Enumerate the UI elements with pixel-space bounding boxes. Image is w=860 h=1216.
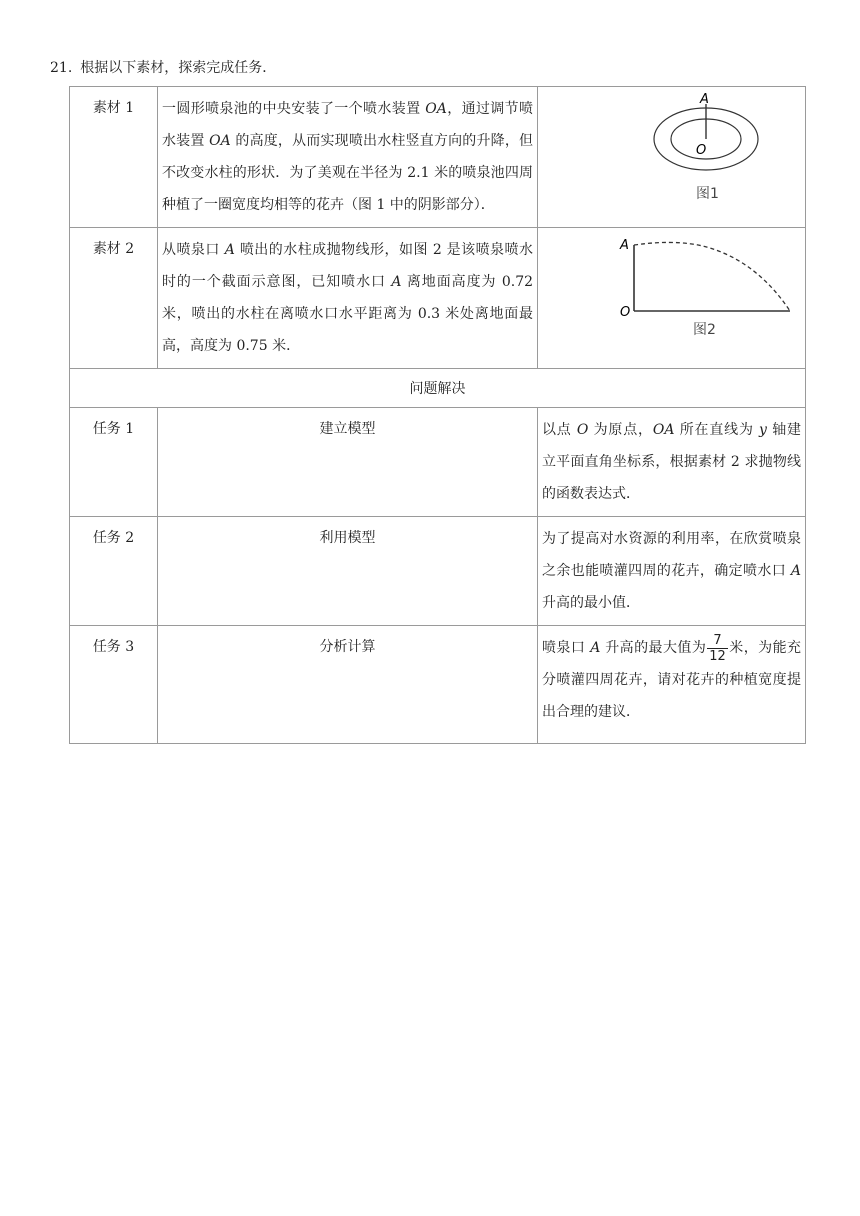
task-3-row [70,626,806,744]
figure-1-caption: 图1 [696,186,719,202]
task-1-name: 建立模型 [158,408,538,517]
point-a-label: A [700,92,709,107]
task-2-desc: 为了提高对水资源的利用率，在欣赏喷泉之余也能喷灌四周的花卉，确定喷水口 A 升高的最小值． [538,517,806,626]
material-1-label: 素材 1 [70,87,158,228]
material-2-row [70,228,806,369]
task-3-label: 任务 3 [70,626,158,744]
water-arc [634,242,790,311]
question-number: 21. [50,60,73,76]
task-3-desc: 喷泉口 A 升高的最大值为 $\frac{7}{12}$ 米，为能充分喷灌四周花卉，请对花卉的种植宽度提出合理的建议． [538,626,806,744]
point-o-label-2: O [620,305,631,320]
fraction-seven-twelfths: $\frac{7}{12}$ [709,632,726,664]
section-row [70,369,806,408]
task-1-row [70,408,806,517]
parabola-cross-section-diagram [538,228,804,366]
material-2-label: 素材 2 [70,228,158,369]
task-table [69,86,806,744]
fountain-pool-diagram [538,87,804,225]
material-1-text: 一圆形喷泉池的中央安装了一个喷水装置 OA，通过调节喷水装置 OA 的高度，从而实现喷出水柱竖直方向的升降，但不改变水柱的形状．为了美观在半径为 2.1 米的喷泉池四周种植了一圈宽度均相等的花卉（图 1 中的阴影部分）． [158,87,538,228]
task-2-row [70,517,806,626]
task-1-desc: 以点 O 为原点，OA 所在直线为 y 轴建立平面直角坐标系，根据素材 2 求抛物线的函数表达式． [538,408,806,517]
task-1-label: 任务 1 [70,408,158,517]
task-3-name: 分析计算 [158,626,538,744]
point-a-label-2: A [620,238,629,253]
section-title: 问题解决 [70,369,806,408]
figure-2-caption: 图2 [693,322,716,338]
question-prompt: 根据以下素材，探索完成任务． [80,60,277,76]
task-2-label: 任务 2 [70,517,158,626]
task-2-name: 利用模型 [158,517,538,626]
figure-1-cell [538,87,806,228]
figure-2-cell [538,228,806,369]
material-2-text: 从喷泉口 A 喷出的水柱成抛物线形，如图 2 是该喷泉喷水时的一个截面示意图，已知喷水口 A 离地面高度为 0.72 米，喷出的水柱在离喷水口水平距离为 0.3 米处离地面最高，高度为 0.75 米． [158,228,538,369]
material-1-row [70,87,806,228]
question-header [50,58,276,78]
point-o-label: O [696,143,707,158]
